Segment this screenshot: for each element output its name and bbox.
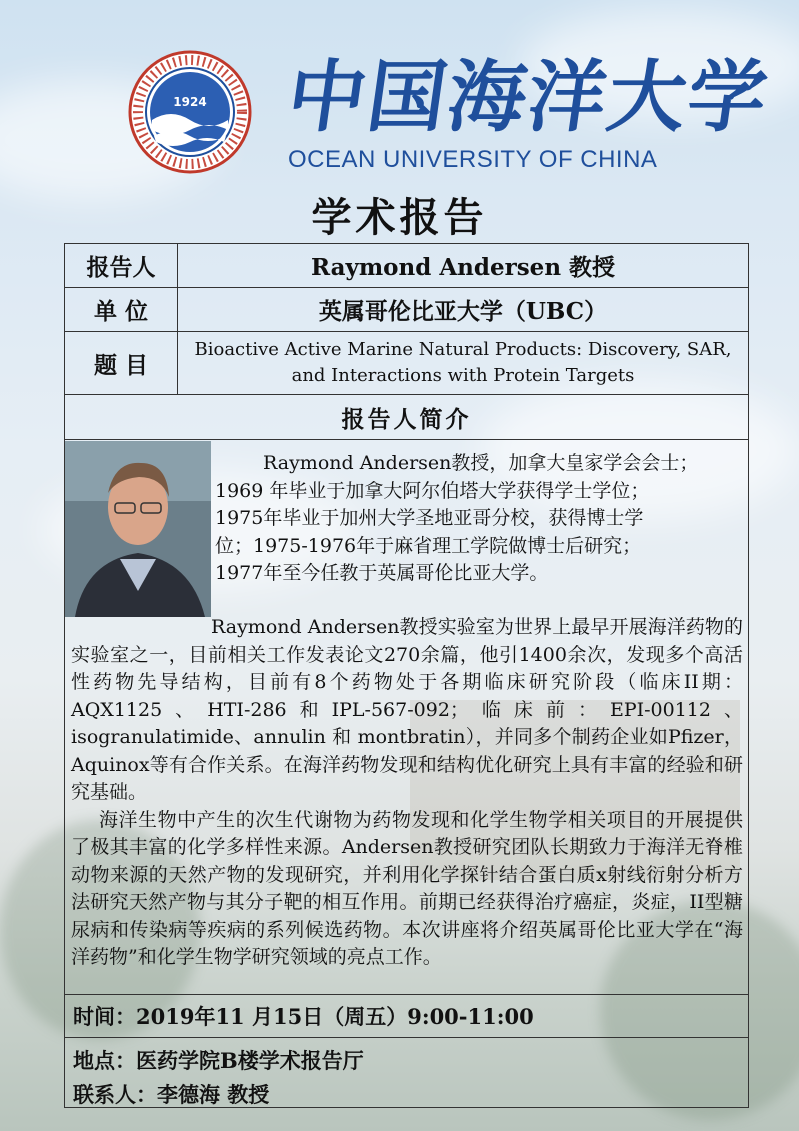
bio-section xyxy=(65,441,748,997)
bio-line: 1975年毕业于加州大学圣地亚哥分校，获得博士学 xyxy=(215,507,644,529)
bio-intro xyxy=(215,450,745,588)
bio-line: Raymond Andersen教授，加拿大皇家学会会士； xyxy=(263,452,699,474)
topic-label: 题 目 xyxy=(65,332,178,394)
university-name-cn: 中国海洋大学 xyxy=(281,52,775,143)
report-title: 学术报告 xyxy=(311,194,488,241)
university-name-en: OCEAN UNIVERSITY OF CHINA xyxy=(288,146,658,173)
bio-paragraph-3: 海洋生物中产生的次生代谢物为药物发现和化学生物学相关项目的开展提供了极其丰富的化学多样性来源。Andersen教授研究团队长期致力于海洋无脊椎动物来源的天然产物的发现研究，并利用化学探针结合蛋白质x射线衍射分析方法研究天然产物与其分子靶的相互作用。前期已经获得治疗癌症，炎症，II型糖尿病和传染病等疾病的系列候选药物。本次讲座将介绍英属哥伦比亚大学在“海洋药物”和化学生物学研究领域的亮点工作。 xyxy=(71,808,743,968)
affiliation-value: 英属哥伦比亚大学（UBC） xyxy=(318,298,608,325)
bio-line: 位；1975-1976年于麻省理工学院做博士后研究； xyxy=(215,534,642,557)
speaker-photo xyxy=(65,441,211,617)
bio-line: 1969 年毕业于加拿大阿尔伯塔大学获得学士学位； xyxy=(215,479,650,502)
logo-year: 1924 xyxy=(173,95,207,109)
contact-block xyxy=(73,1044,364,1112)
speaker-label: 报告人 xyxy=(65,244,178,287)
university-logo xyxy=(128,50,252,174)
info-table xyxy=(64,243,749,1108)
bio-details xyxy=(71,614,743,972)
bio-paragraph-2: Raymond Andersen教授实验室为世界上最早开展海洋药物的实验室之一，目前相关工作发表论文270余篇，他引1400余次，发现多个高活性药物先导结构，目前有8个药物处于各期临床研究阶段（临床II期：AQX1125、HTI-286和IPL-567-092；临床前：EPI-00112、isogranulatimide、annulin 和 montbratin），并同多个制药企业如Pfizer，Aquinox等有合作关系。在海洋药物发现和结构优化研究上具有丰富的经验和研究基础。 xyxy=(71,616,743,803)
speaker-value: Raymond Andersen 教授 xyxy=(310,254,616,281)
time-row: 时间：2019年11 月15日（周五）9:00-11:00 xyxy=(65,994,748,1038)
topic-row xyxy=(65,332,748,395)
header xyxy=(0,0,799,240)
contact-text: 联系人：李德海 教授 xyxy=(73,1082,270,1107)
speaker-row xyxy=(65,244,748,288)
bio-line: 1977年至今任教于英属哥伦比亚大学。 xyxy=(215,562,549,584)
location-text: 地点：医药学院B楼学术报告厅 xyxy=(73,1048,364,1073)
affiliation-label: 单 位 xyxy=(65,288,178,331)
bio-heading: 报告人简介 xyxy=(65,395,748,440)
affiliation-row xyxy=(65,288,748,332)
topic-value: Bioactive Active Marine Natural Products: Discovery, SAR, and Interactions with Protein Targets xyxy=(194,339,732,386)
